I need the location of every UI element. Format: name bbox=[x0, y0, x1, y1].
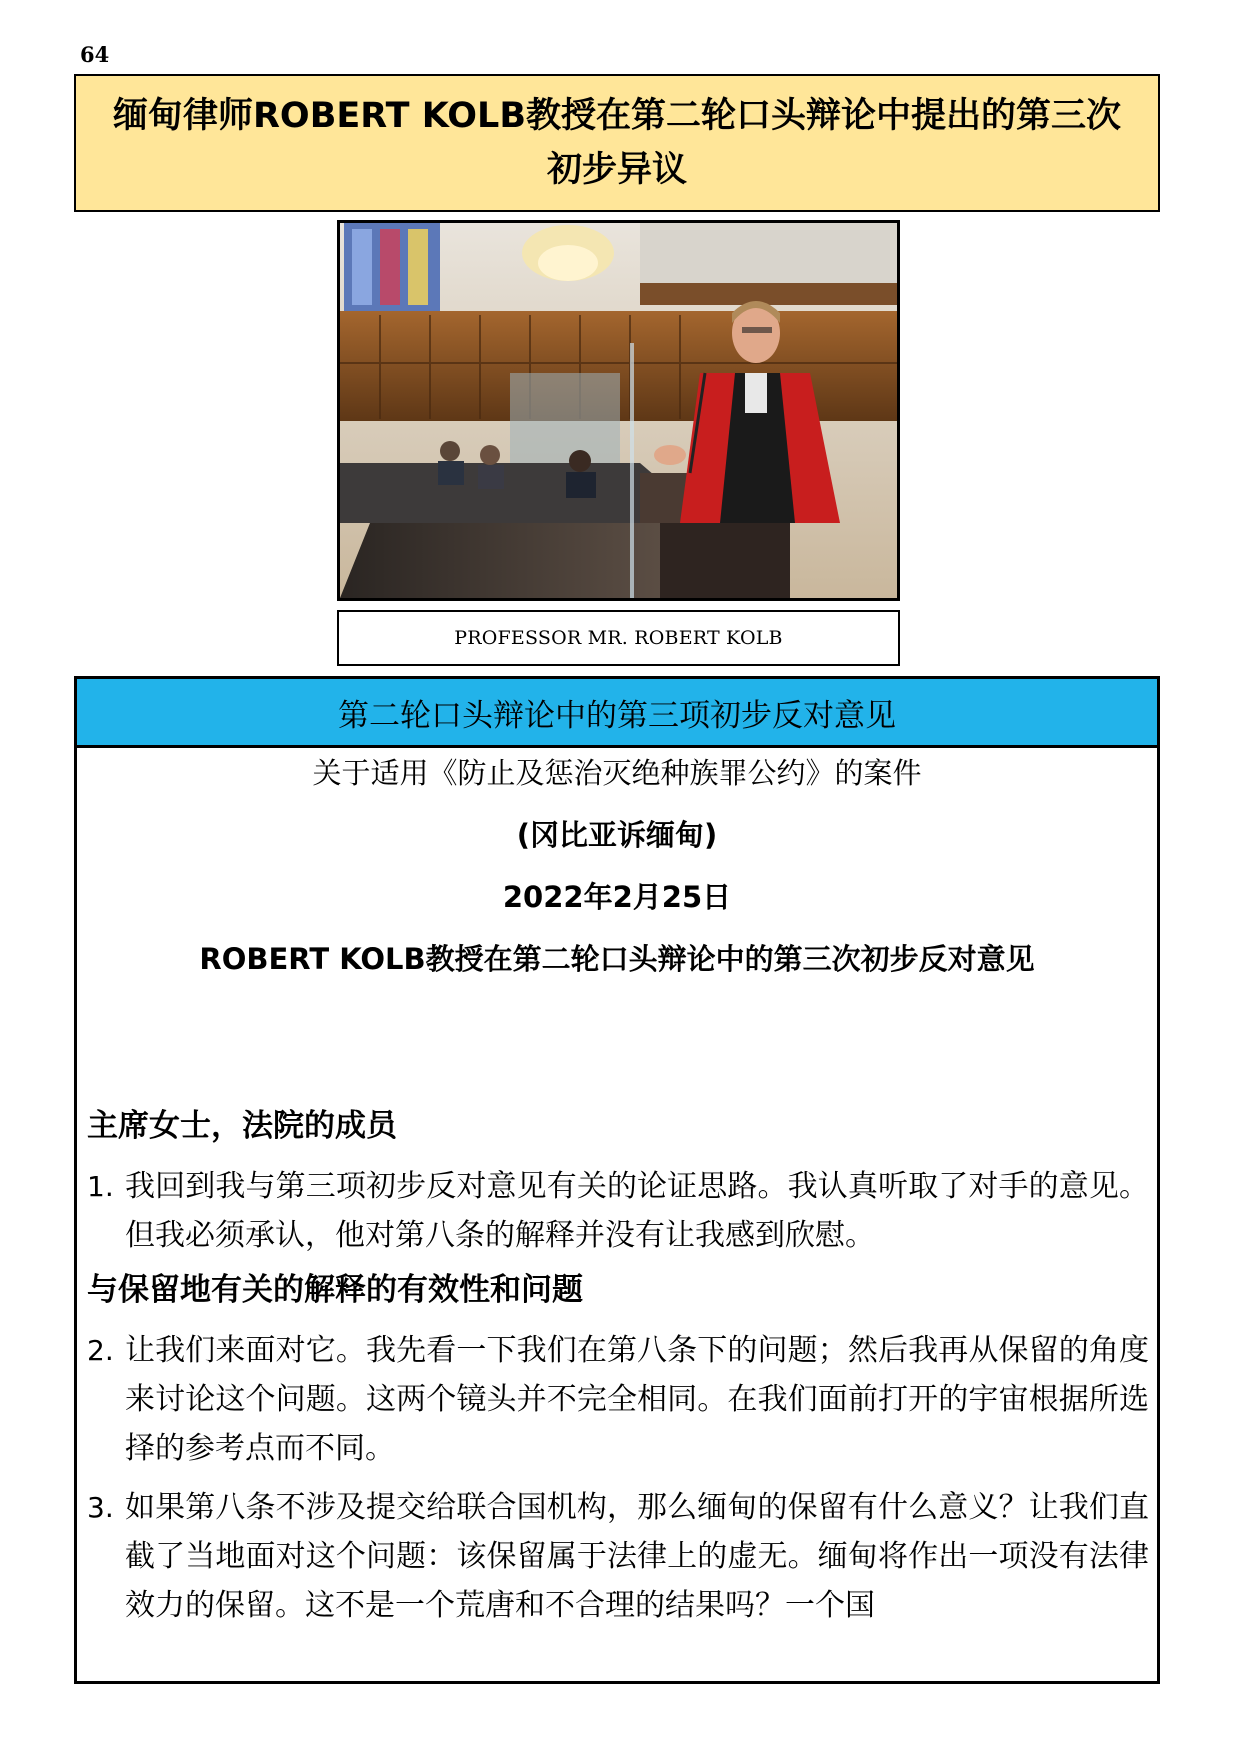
case-parties: (冈比亚诉缅甸) bbox=[516, 818, 718, 852]
paragraph-3 bbox=[87, 1483, 1149, 1630]
courtroom-illustration bbox=[340, 223, 897, 598]
case-title: 关于适用《防止及惩治灭绝种族罪公约》的案件 bbox=[312, 756, 922, 790]
paragraph-text: 让我们来面对它。我先看一下我们在第八条下的问题；然后我再从保留的角度来讨论这个问题。这两个镜头并不完全相同。在我们面前打开的宇宙根据所选择的参考点而不同。 bbox=[125, 1333, 1149, 1466]
paragraph-number: 2. bbox=[87, 1334, 114, 1367]
paragraph-text: 如果第八条不涉及提交给联合国机构，那么缅甸的保留有什么意义？让我们直截了当地面对这个问题：该保留属于法律上的虚无。缅甸将作出一项没有法律效力的保留。这不是一个荒唐和不合理的结果吗？一个国 bbox=[125, 1490, 1149, 1623]
paragraph-number: 1. bbox=[87, 1170, 114, 1203]
page-title: 缅甸律师ROBERT KOLB教授在第二轮口头辩论中提出的第三次初步异议 bbox=[112, 96, 1121, 190]
paragraph-2 bbox=[87, 1326, 1149, 1473]
subheading: 与保留地有关的解释的有效性和问题 bbox=[87, 1272, 583, 1308]
title-banner bbox=[74, 74, 1160, 212]
content-box bbox=[74, 676, 1160, 1684]
hearing-date: 2022年2月25日 bbox=[502, 880, 732, 914]
photo-caption: PROFESSOR MR. ROBERT KOLB bbox=[454, 627, 783, 649]
photo-caption-box bbox=[337, 610, 900, 666]
courtroom-photo bbox=[337, 220, 900, 601]
salutation: 主席女士，法院的成员 bbox=[87, 1108, 397, 1144]
speech-body bbox=[87, 1106, 1149, 1640]
page-number: 64 bbox=[80, 42, 110, 67]
paragraph-number: 3. bbox=[87, 1491, 114, 1524]
paragraph-1 bbox=[87, 1162, 1149, 1260]
speech-title: ROBERT KOLB教授在第二轮口头辩论中的第三次初步反对意见 bbox=[199, 942, 1035, 976]
section-header: 第二轮口头辩论中的第三项初步反对意见 bbox=[77, 679, 1157, 748]
paragraph-text: 我回到我与第三项初步反对意见有关的论证思路。我认真听取了对手的意见。但我必须承认，他对第八条的解释并没有让我感到欣慰。 bbox=[125, 1169, 1149, 1253]
